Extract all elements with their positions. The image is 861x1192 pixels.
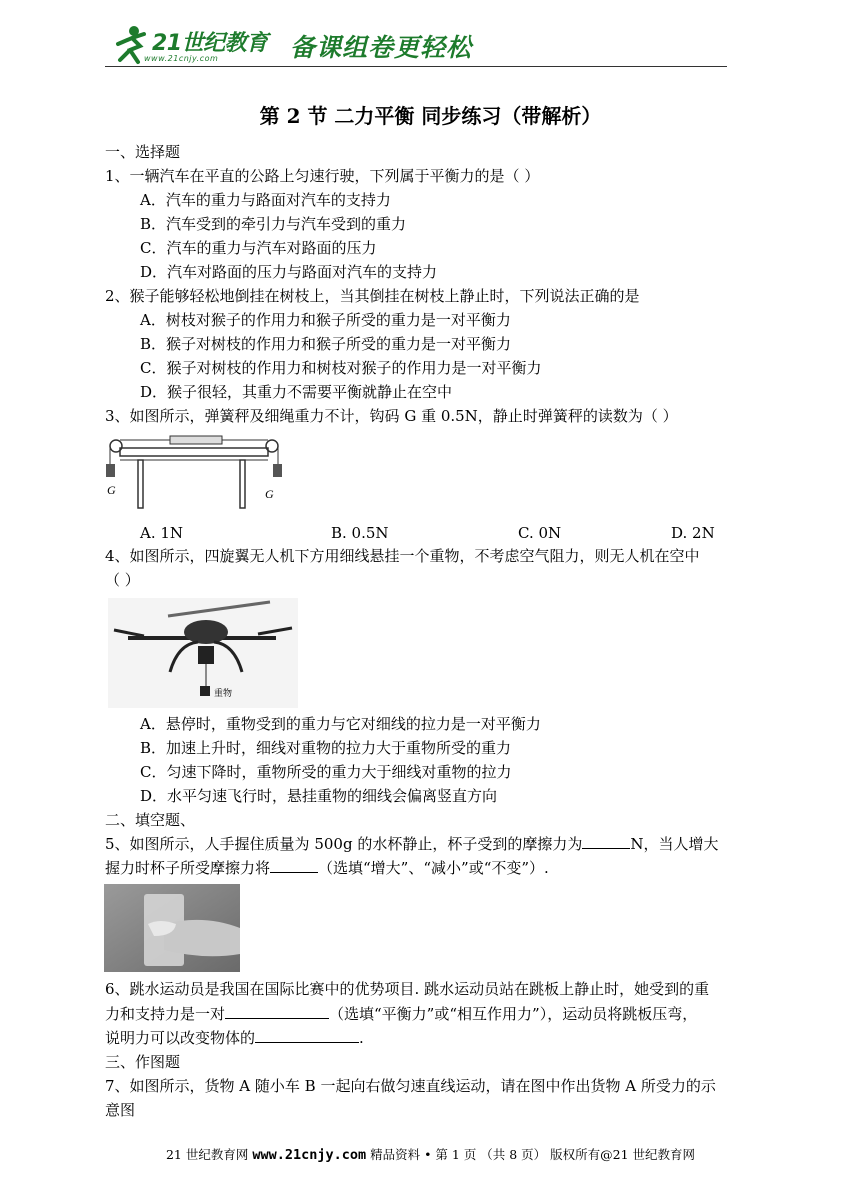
question-4-stem: 4、如图所示，四旋翼无人机下方用细线悬挂一个重物，不考虑空气阻力，则无人机在空中 bbox=[105, 547, 700, 565]
header-logo bbox=[110, 24, 530, 68]
logo-text: 21世纪教育 bbox=[152, 31, 268, 56]
hand-holding-cup-photo bbox=[104, 884, 240, 972]
weight-label-left: G bbox=[107, 483, 116, 497]
question-4-option-a: A．悬停时，重物受到的重力与它对细线的拉力是一对平衡力 bbox=[140, 715, 541, 733]
question-4-option-c: C．匀速下降时，重物所受的重力大于细线对重物的拉力 bbox=[140, 763, 512, 781]
question-4-option-d: D．水平匀速飞行时，悬挂重物的细线会偏离竖直方向 bbox=[140, 787, 498, 805]
question-3-option-b: B. 0.5N bbox=[331, 524, 389, 542]
question-1-stem: 1、一辆汽车在平直的公路上匀速行驶，下列属于平衡力的是（ ） bbox=[105, 167, 540, 185]
question-6-line-2 bbox=[105, 1004, 697, 1024]
weight-label: 重物 bbox=[214, 688, 233, 698]
question-5-text-b: N，当人增大 bbox=[630, 835, 719, 853]
question-7-line-1: 7、如图所示，货物 A 随小车 B 一起向右做匀速直线运动，请在图中作出货物 A 所受力的示 bbox=[105, 1077, 716, 1095]
question-6-text-d: . bbox=[359, 1029, 364, 1047]
question-5-line-1 bbox=[105, 834, 718, 854]
question-3-option-c: C. 0N bbox=[518, 524, 562, 542]
question-4-option-b: B．加速上升时，细线对重物的拉力大于重物所受的重力 bbox=[140, 739, 512, 757]
question-3-option-d: D. 2N bbox=[671, 524, 715, 542]
footer-url[interactable]: www.21cnjy.com bbox=[252, 1147, 367, 1163]
page-title: 第 2 节 二力平衡 同步练习（带解析） bbox=[259, 104, 602, 128]
question-6-text-a: 力和支持力是一对 bbox=[105, 1005, 226, 1023]
question-2-option-d: D．猴子很轻，其重力不需要平衡就静止在空中 bbox=[140, 383, 453, 401]
answer-blank[interactable] bbox=[225, 1004, 329, 1019]
question-1-option-a: A．汽车的重力与路面对汽车的支持力 bbox=[140, 191, 391, 209]
header-slogan: 备课组卷更轻松 bbox=[290, 33, 473, 62]
question-6-text-b: （选填“平衡力”或“相互作用力”），运动员将跳板压弯， bbox=[329, 1005, 698, 1023]
question-5-text-a: 5、如图所示，人手握住质量为 500g 的水杯静止，杯子受到的摩擦力为 bbox=[105, 835, 583, 853]
footer-site-name: 21 世纪教育网 bbox=[165, 1147, 249, 1162]
question-4-stem-cont: （ ） bbox=[105, 571, 140, 589]
section-heading-choice: 一、选择题 bbox=[105, 143, 181, 161]
weight-label-right: G bbox=[265, 487, 274, 501]
spring-scale-figure bbox=[104, 432, 284, 512]
question-2-option-b: B．猴子对树枝的作用力和猴子所受的重力是一对平衡力 bbox=[140, 335, 512, 353]
section-heading-fill: 二、填空题、 bbox=[105, 811, 196, 829]
answer-blank[interactable] bbox=[582, 834, 630, 849]
question-2-option-c: C．猴子对树枝的作用力和树枝对猴子的作用力是一对平衡力 bbox=[140, 359, 542, 377]
question-3-stem: 3、如图所示，弹簧秤及细绳重力不计，钩码 G 重 0.5N，静止时弹簧秤的读数为（ ） bbox=[105, 407, 678, 425]
question-1-option-d: D．汽车对路面的压力与路面对汽车的支持力 bbox=[140, 263, 438, 281]
question-6-text-c: 说明力可以改变物体的 bbox=[105, 1029, 256, 1047]
question-1-option-b: B．汽车受到的牵引力与汽车受到的重力 bbox=[140, 215, 407, 233]
section-heading-drawing: 三、作图题 bbox=[105, 1053, 181, 1071]
question-2-option-a: A．树枝对猴子的作用力和猴子所受的重力是一对平衡力 bbox=[140, 311, 511, 329]
question-5-line-2 bbox=[105, 858, 549, 878]
question-6-line-3 bbox=[105, 1028, 364, 1048]
answer-blank[interactable] bbox=[255, 1028, 359, 1043]
question-6-line-1: 6、跳水运动员是我国在国际比赛中的优势项目. 跳水运动员站在跳板上静止时，她受到的重 bbox=[105, 980, 710, 998]
question-5-text-d: （选填“增大”、“减小”或“不变”）. bbox=[318, 859, 549, 877]
footer-page-info: 精品资料 • 第 1 页 （共 8 页） 版权所有@21 世纪教育网 bbox=[370, 1147, 696, 1162]
question-7-line-2: 意图 bbox=[105, 1101, 136, 1119]
question-2-stem: 2、猴子能够轻松地倒挂在树枝上，当其倒挂在树枝上静止时，下列说法正确的是 bbox=[105, 287, 640, 305]
question-5-text-c: 握力时杯子所受摩擦力将 bbox=[105, 859, 271, 877]
drone-figure bbox=[108, 598, 298, 708]
answer-blank[interactable] bbox=[270, 858, 318, 873]
logo-url: www.21cnjy.com bbox=[144, 54, 219, 63]
page-footer bbox=[0, 1145, 861, 1163]
header-divider bbox=[105, 66, 727, 67]
question-1-option-c: C．汽车的重力与汽车对路面的压力 bbox=[140, 239, 377, 257]
question-3-option-a: A. 1N bbox=[140, 524, 184, 542]
